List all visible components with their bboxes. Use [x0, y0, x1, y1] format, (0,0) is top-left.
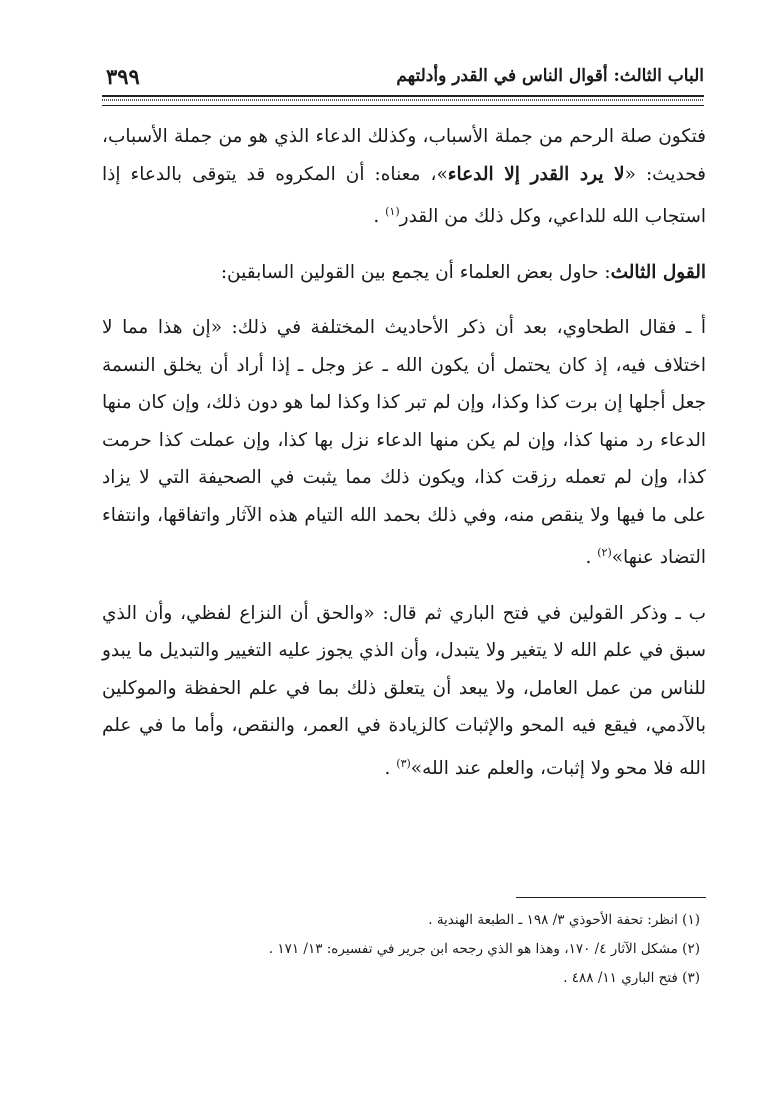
footnote-text: فتح الباري ١١/ ٤٨٨ . [563, 970, 678, 986]
paragraph-1 [102, 118, 706, 236]
footnote-separator [516, 897, 706, 898]
footnote-number: (٣) [682, 970, 700, 986]
footnotes [102, 906, 700, 993]
paragraph-text: : حاول بعض العلماء أن يجمع بين القولين السابقين: [220, 261, 611, 283]
paragraph-end: . [384, 757, 397, 779]
footnote-number: (٢) [682, 941, 700, 957]
footnote-2 [102, 935, 700, 964]
paragraph-end: . [585, 547, 598, 569]
paragraph-text: ب ـ وذكر القولين في فتح الباري ثم قال: «والحق أن النزاع لفظي، وأن الذي سبق في علم الله لا يتغير ولا يتبدل، وأن الذي يجوز عليه التغيير والتبديل ما يبدو للناس من عمل العامل، ولا يبعد أن يتعلق ذلك بما في علم الحفظة والموكلين بالآدمي، فيقع فيه المحو والإثبات كالزيادة في العمر، والنقص، وأما ما في علم الله فلا محو ولا إثبات، والعلم عند الله» [102, 602, 706, 779]
footnote-ref-2[interactable]: (٢) [597, 546, 612, 560]
footnote-1 [102, 906, 700, 935]
section-heading: القول الثالث [610, 261, 706, 283]
paragraph-text: أ ـ فقال الطحاوي، بعد أن ذكر الأحاديث المختلفة في ذلك: «إن هذا مما لا اختلاف فيه، إذ كان يحتمل أن يكون الله ـ عز وجل ـ إذا أراد أن يخلق النسمة جعل أجلها إن برت كذا وكذا، وإن لم تبر كذا وكذا لما هو دون ذلك، وإن كان منها الدعاء رد منها كذا، وإن لم يكن منها الدعاء نزل بها كذا، وإن عملت كذا حرمت كذا، وإن لم تعمله رزقت كذا، ويكون ذلك مما يثبت في الصحيفة التي لا يزاد على ما فيها ولا ينقص منه، وفي ذلك بحمد الله التيام هذه الآثار واتفاقها، وانتفاء التضاد عنها» [102, 317, 706, 569]
hadith-quote: لا يرد القدر إلا الدعاء [447, 163, 625, 185]
paragraph-text: »، معناه: أن المكروه قد يتوقى بالدعاء إذا استجاب الله للداعي، وكل ذلك من القدر [102, 163, 706, 228]
chapter-title: الباب الثالث: أقوال الناس في القدر وأدلتهم [396, 66, 704, 86]
footnote-ref-3[interactable]: (٣) [396, 756, 411, 770]
footnote-ref-1[interactable]: (١) [385, 205, 400, 218]
paragraph-4 [102, 595, 706, 788]
footnote-number: (١) [682, 912, 700, 928]
paragraph-2 [102, 254, 706, 292]
paragraph-text: فتكون صلة الرحم من جملة الأسباب، وكذلك الدعاء الذي هو من جملة الأسباب، فحديث: « [102, 126, 706, 185]
footnote-text: انظر: تحفة الأحوذي ٣/ ١٩٨ ـ الطبعة الهندية . [428, 912, 678, 928]
paragraph-3 [102, 309, 706, 577]
main-text [102, 118, 706, 801]
footnote-text: مشكل الآثار ٤/ ١٧٠، وهذا هو الذي رجحه ابن جرير في تفسيره: ١٣/ ١٧١ . [268, 941, 678, 957]
running-header [102, 64, 704, 92]
page-number: ٣٩٩ [106, 64, 140, 89]
header-rule [102, 95, 704, 106]
footnote-3 [102, 964, 700, 993]
paragraph-end: . [373, 206, 386, 228]
